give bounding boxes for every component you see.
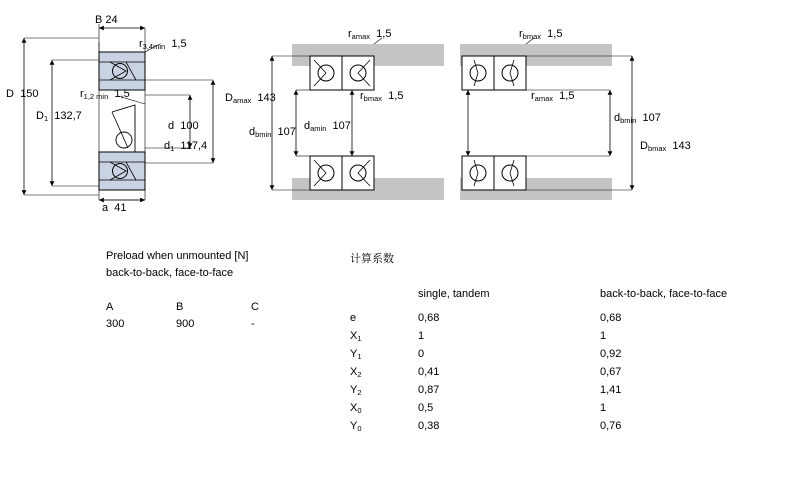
table-row xyxy=(350,309,750,327)
table-row xyxy=(350,417,750,435)
row-btb-e: 0,68 xyxy=(600,312,622,324)
factors-table-grid xyxy=(350,288,750,435)
row-label-e: e xyxy=(350,312,357,324)
preload-table-subtitle: back-to-back, face-to-face xyxy=(106,267,234,279)
dim-label-ramax-right: $r_{amax}$ 1,5 xyxy=(531,90,575,103)
row-label-X1: $X_1$ xyxy=(350,330,362,343)
row-single-Y1: 0 xyxy=(418,348,425,360)
dim-label-D1: $D_1$ 132,7 xyxy=(36,110,82,123)
cell-A: 300 xyxy=(106,318,125,330)
row-single-Y0: 0,38 xyxy=(418,420,440,432)
dim-label-rbmax-left: $r_{bmax}$ 1,5 xyxy=(360,90,404,103)
dim-label-damin: $d_{amin}$ 107 xyxy=(304,120,351,133)
row-label-X0: $X_0$ xyxy=(350,402,362,415)
dim-label-Dbmax: $D_{bmax}$ 143 xyxy=(640,140,691,153)
table-row xyxy=(350,399,750,417)
dim-label-d: d 100 xyxy=(168,120,199,132)
dim-label-dbmin-right: $d_{bmin}$ 107 xyxy=(614,112,661,125)
row-label-Y2: $Y_2$ xyxy=(350,384,362,397)
row-label-X2: $X_2$ xyxy=(350,366,362,379)
header-single-tandem: single, tandem xyxy=(418,288,490,300)
row-btb-X1: 1 xyxy=(600,330,607,342)
dim-label-D: D 150 xyxy=(6,88,39,100)
dim-label-d1: $d_1$ 117,4 xyxy=(164,140,208,153)
row-btb-Y0: 0,76 xyxy=(600,420,622,432)
header-C: C xyxy=(251,301,259,313)
table-row xyxy=(350,363,750,381)
header-A: A xyxy=(106,301,114,313)
dim-label-rbmax-right: $r_{bmax}$ 1,5 xyxy=(519,28,563,41)
row-single-X1: 1 xyxy=(418,330,425,342)
row-single-Y2: 0,87 xyxy=(418,384,440,396)
row-btb-X2: 0,67 xyxy=(600,366,622,378)
header-B: B xyxy=(176,301,184,313)
row-label-Y0: $Y_0$ xyxy=(350,420,362,433)
dim-label-Damax: $D_{amax}$ 143 xyxy=(225,92,276,105)
spacer xyxy=(350,300,750,309)
table-header-row xyxy=(350,288,750,300)
row-btb-Y2: 1,41 xyxy=(600,384,622,396)
row-single-X0: 0,5 xyxy=(418,402,434,414)
dim-label-r12min: $r_{1,2 min}$ 1,5 xyxy=(80,88,130,101)
row-single-e: 0,68 xyxy=(418,312,440,324)
table-row xyxy=(106,313,281,335)
dim-label-a: a 41 xyxy=(102,202,127,214)
header-blank xyxy=(350,288,418,300)
preload-table xyxy=(106,250,326,335)
cell-B: 900 xyxy=(176,318,195,330)
row-single-X2: 0,41 xyxy=(418,366,440,378)
table-row xyxy=(350,327,750,345)
row-btb-X0: 1 xyxy=(600,402,607,414)
cell-C: - xyxy=(251,318,255,330)
preload-table-grid xyxy=(106,301,281,335)
row-label-Y1: $Y_1$ xyxy=(350,348,362,361)
header-btb-ftf: back-to-back, face-to-face xyxy=(600,288,728,300)
dim-label-B: B 24 xyxy=(95,14,118,26)
table-row xyxy=(350,345,750,363)
factors-table-title: 计算系数 xyxy=(350,253,394,265)
preload-table-title: Preload when unmounted [N] xyxy=(106,250,249,262)
table-header-row xyxy=(106,301,281,313)
right-bearing-arrangements xyxy=(272,38,632,200)
dim-label-dbmin-left: $d_{bmin}$ 107 xyxy=(249,126,296,139)
table-row xyxy=(350,381,750,399)
row-btb-Y1: 0,92 xyxy=(600,348,622,360)
factors-table xyxy=(350,250,770,435)
dim-label-ramax-left: $r_{amax}$ 1,5 xyxy=(348,28,392,41)
dim-label-r34min: $r_{3,4min}$ 1,5 xyxy=(139,38,187,51)
